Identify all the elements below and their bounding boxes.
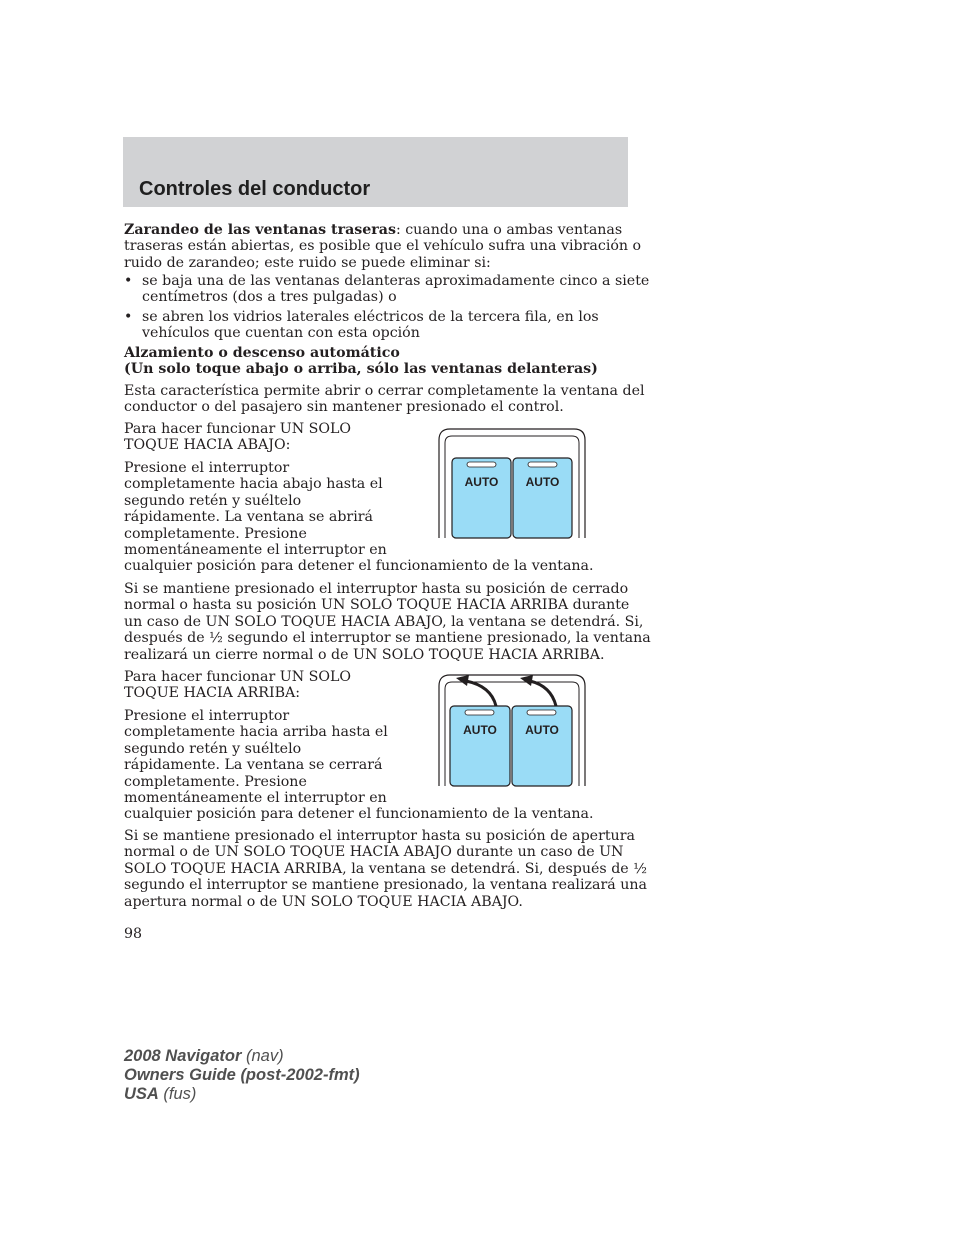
switch-indicator <box>527 710 556 715</box>
one-touch-up-note: Si se mantiene presionado el interruptor hasta su posición de apertura normal o de UN SOLO TOQUE HACIA ABAJO durante un caso de UN SOLO TOQUE HACIA ARRIBA, la ventana se detendrá. Si, después de ½ segundo el interruptor se mantiene presionado, la ventana realizará una apertura normal o de UN SOLO TOQUE HACIA ABAJO. <box>124 828 647 910</box>
bullet-dot: • <box>124 273 133 289</box>
passenger-window-switch <box>513 458 572 538</box>
rear-window-buffeting-paragraph: Zarandeo de las ventanas traseras: cuando una o ambas ventanas traseras están abiertas, es posible que el vehículo sufra una vibración o ruido de zarandeo; este ruido se puede eliminar si: <box>124 222 642 271</box>
one-touch-up-instructions: Presione el interruptor completamente hacia arriba hasta el segundo retén y suéltelo rápidamente. La ventana se cerrará completamente. Presione momentáneamente el interruptor en cualquier posición para detener el funcionamiento de la ventana. <box>124 708 594 823</box>
rear-window-buffeting-term: Zarandeo de las ventanas traseras <box>124 222 396 238</box>
one-touch-up-switch-figure <box>436 672 588 788</box>
section-title: Controles del conductor <box>139 178 371 200</box>
driver-window-switch <box>450 706 510 786</box>
auto-window-heading: Alzamiento o descenso automático (Un solo toque abajo o arriba, sólo las ventanas delanteras) <box>124 345 598 378</box>
page-number: 98 <box>124 926 143 942</box>
one-touch-down-note: Si se mantiene presionado el interruptor hasta su posición de cerrado normal o hasta su posición UN SOLO TOQUE HACIA ARRIBA durante un caso de UN SOLO TOQUE HACIA ABAJO, la ventana se detendrá. Si, después de ½ segundo el interruptor se mantiene presionado, la ventana realizará un cierre normal o de UN SOLO TOQUE HACIA ARRIBA. <box>124 581 651 663</box>
one-touch-down-switch-figure <box>436 426 588 540</box>
switch-indicator <box>465 710 494 715</box>
passenger-window-switch <box>512 706 572 786</box>
one-touch-down-instructions: Presione el interruptor completamente hacia abajo hasta el segundo retén y suéltelo rápidamente. La ventana se abrirá completamente. Presione momentáneamente el interruptor en cualquier posición para detener el funcionamiento de la ventana. <box>124 460 594 575</box>
auto-label: AUTO <box>464 475 499 489</box>
switch-indicator <box>528 462 557 467</box>
auto-window-intro: Esta característica permite abrir o cerrar completamente la ventana del conductor o del pasajero sin mantener presionado el control. <box>124 383 645 416</box>
lift-arrow-head-icon <box>520 675 533 686</box>
driver-window-switch <box>452 458 511 538</box>
one-touch-down-label: Para hacer funcionar UN SOLO TOQUE HACIA ABAJO: <box>124 421 352 454</box>
bullet-dot: • <box>124 309 133 325</box>
lift-arrow-icon <box>466 681 496 706</box>
switch-indicator <box>467 462 496 467</box>
lift-arrow-head-icon <box>456 675 469 686</box>
auto-label: AUTO <box>525 723 559 737</box>
document-footer: 2008 Navigator (nav) Owners Guide (post-2002-fmt) USA (fus) <box>124 1047 360 1103</box>
lift-arrow-icon <box>530 681 556 706</box>
section-header-band <box>123 137 628 207</box>
auto-label: AUTO <box>463 723 497 737</box>
auto-label: AUTO <box>525 475 560 489</box>
one-touch-up-label: Para hacer funcionar UN SOLO TOQUE HACIA ARRIBA: <box>124 669 352 702</box>
